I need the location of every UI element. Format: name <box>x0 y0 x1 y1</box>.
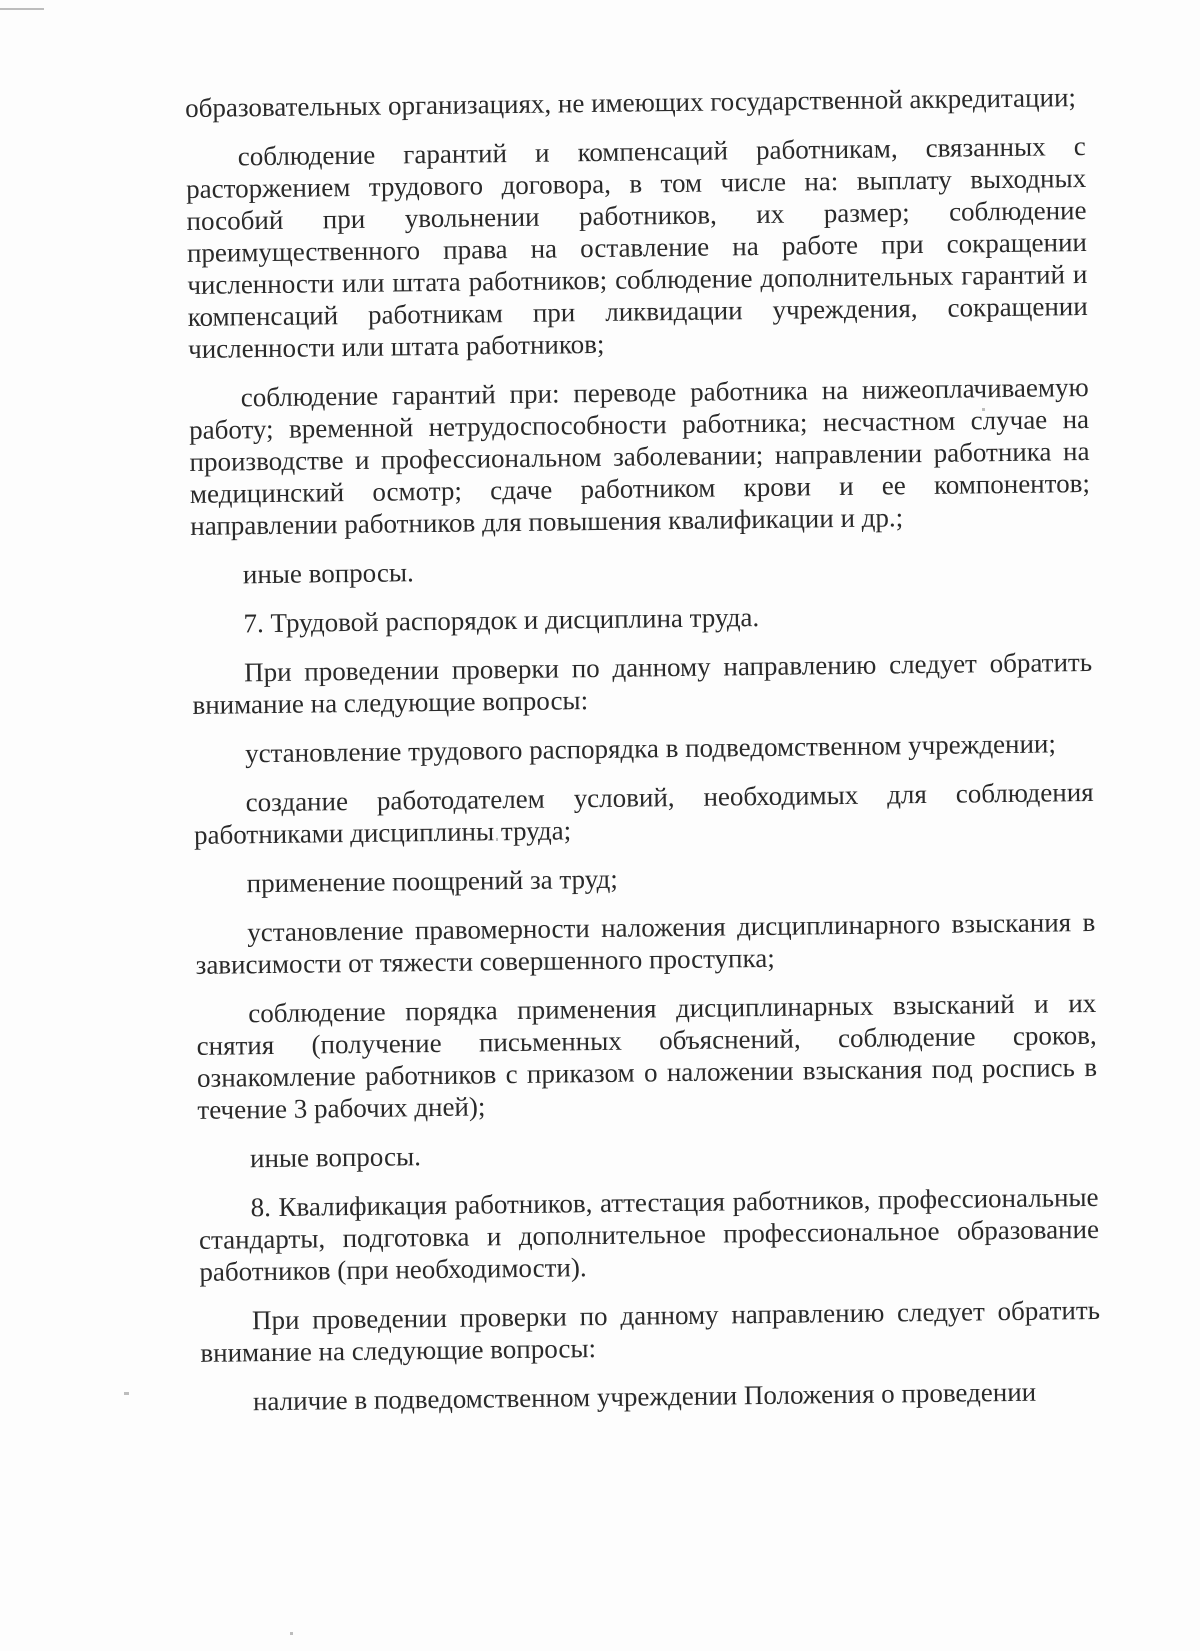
paragraph-disciplinary-procedure: соблюдение порядка применения дисциплинарных взысканий и их снятия (получение письменных объяснений, соблюдение сроков, ознакомление работников с приказом о наложении взыскания под роспись в течение 3 рабочих дней); <box>196 987 1098 1125</box>
paragraph-transfer-guarantees: соблюдение гарантий при: переводе работника на нижеоплачиваемую работу; временной нетрудоспособности работника; несчастном случае на производстве и профессиональном заболевании; направлении работника на медицинский осмотр; сдаче работником крови и ее компонентов; направлении работников для повышения квалификации и др.; <box>188 371 1091 541</box>
paragraph-other-questions-2: иные вопросы. <box>249 1141 422 1174</box>
paragraph-dismissal-guarantees: соблюдение гарантий и компенсаций работникам, связанных с расторжением трудового договора, в том числе на: выплату выходных пособий при увольнении работников, их размер; соблюдение преимущественного права на оставление на работе при сокращении численности или штата работников; соблюдение дополнительных гарантий и компенсаций работникам при ликвидации учреждения, сокращении численности или штата работников; <box>186 131 1088 364</box>
section-heading-7: 7. Трудовой распорядок и дисциплина труда. <box>243 602 760 639</box>
paragraph-other-questions: иные вопросы. <box>242 557 414 590</box>
paragraph-incentives: применение поощрений за труд; <box>246 863 618 899</box>
scan-speck <box>290 1632 293 1635</box>
paragraph-disciplinary-lawfulness: установление правомерности наложения дисциплинарного взыскания в зависимости от тяжести совершенного проступка; <box>195 906 1096 980</box>
scan-speck <box>124 1392 129 1395</box>
section-heading-8: 8. Квалификация работников, аттестация работников, профессиональные стандарты, подготовка и дополнительное профессиональное образование работников (при необходимости). <box>198 1181 1100 1287</box>
paragraph-intro-8: При проведении проверки по данному направлению следует обратить внимание на следующие вопросы: <box>200 1294 1101 1368</box>
paragraph-continuation: образовательных организациях, не имеющих государственной аккредитации; <box>185 82 1077 123</box>
document-body <box>185 81 1101 1435</box>
paragraph-intro-7: При проведении проверки по данному направлению следует обратить внимание на следующие вопросы: <box>192 646 1093 720</box>
paragraph-work-schedule: установление трудового распорядка в подведомственном учреждении; <box>244 728 1057 769</box>
paragraph-regulation: наличие в подведомственном учреждении Положения о проведении <box>252 1376 1037 1417</box>
paragraph-discipline-conditions: создание работодателем условий, необходимых для соблюдения работниками дисциплины труда; <box>193 776 1094 850</box>
scan-edge-mark <box>0 8 44 10</box>
